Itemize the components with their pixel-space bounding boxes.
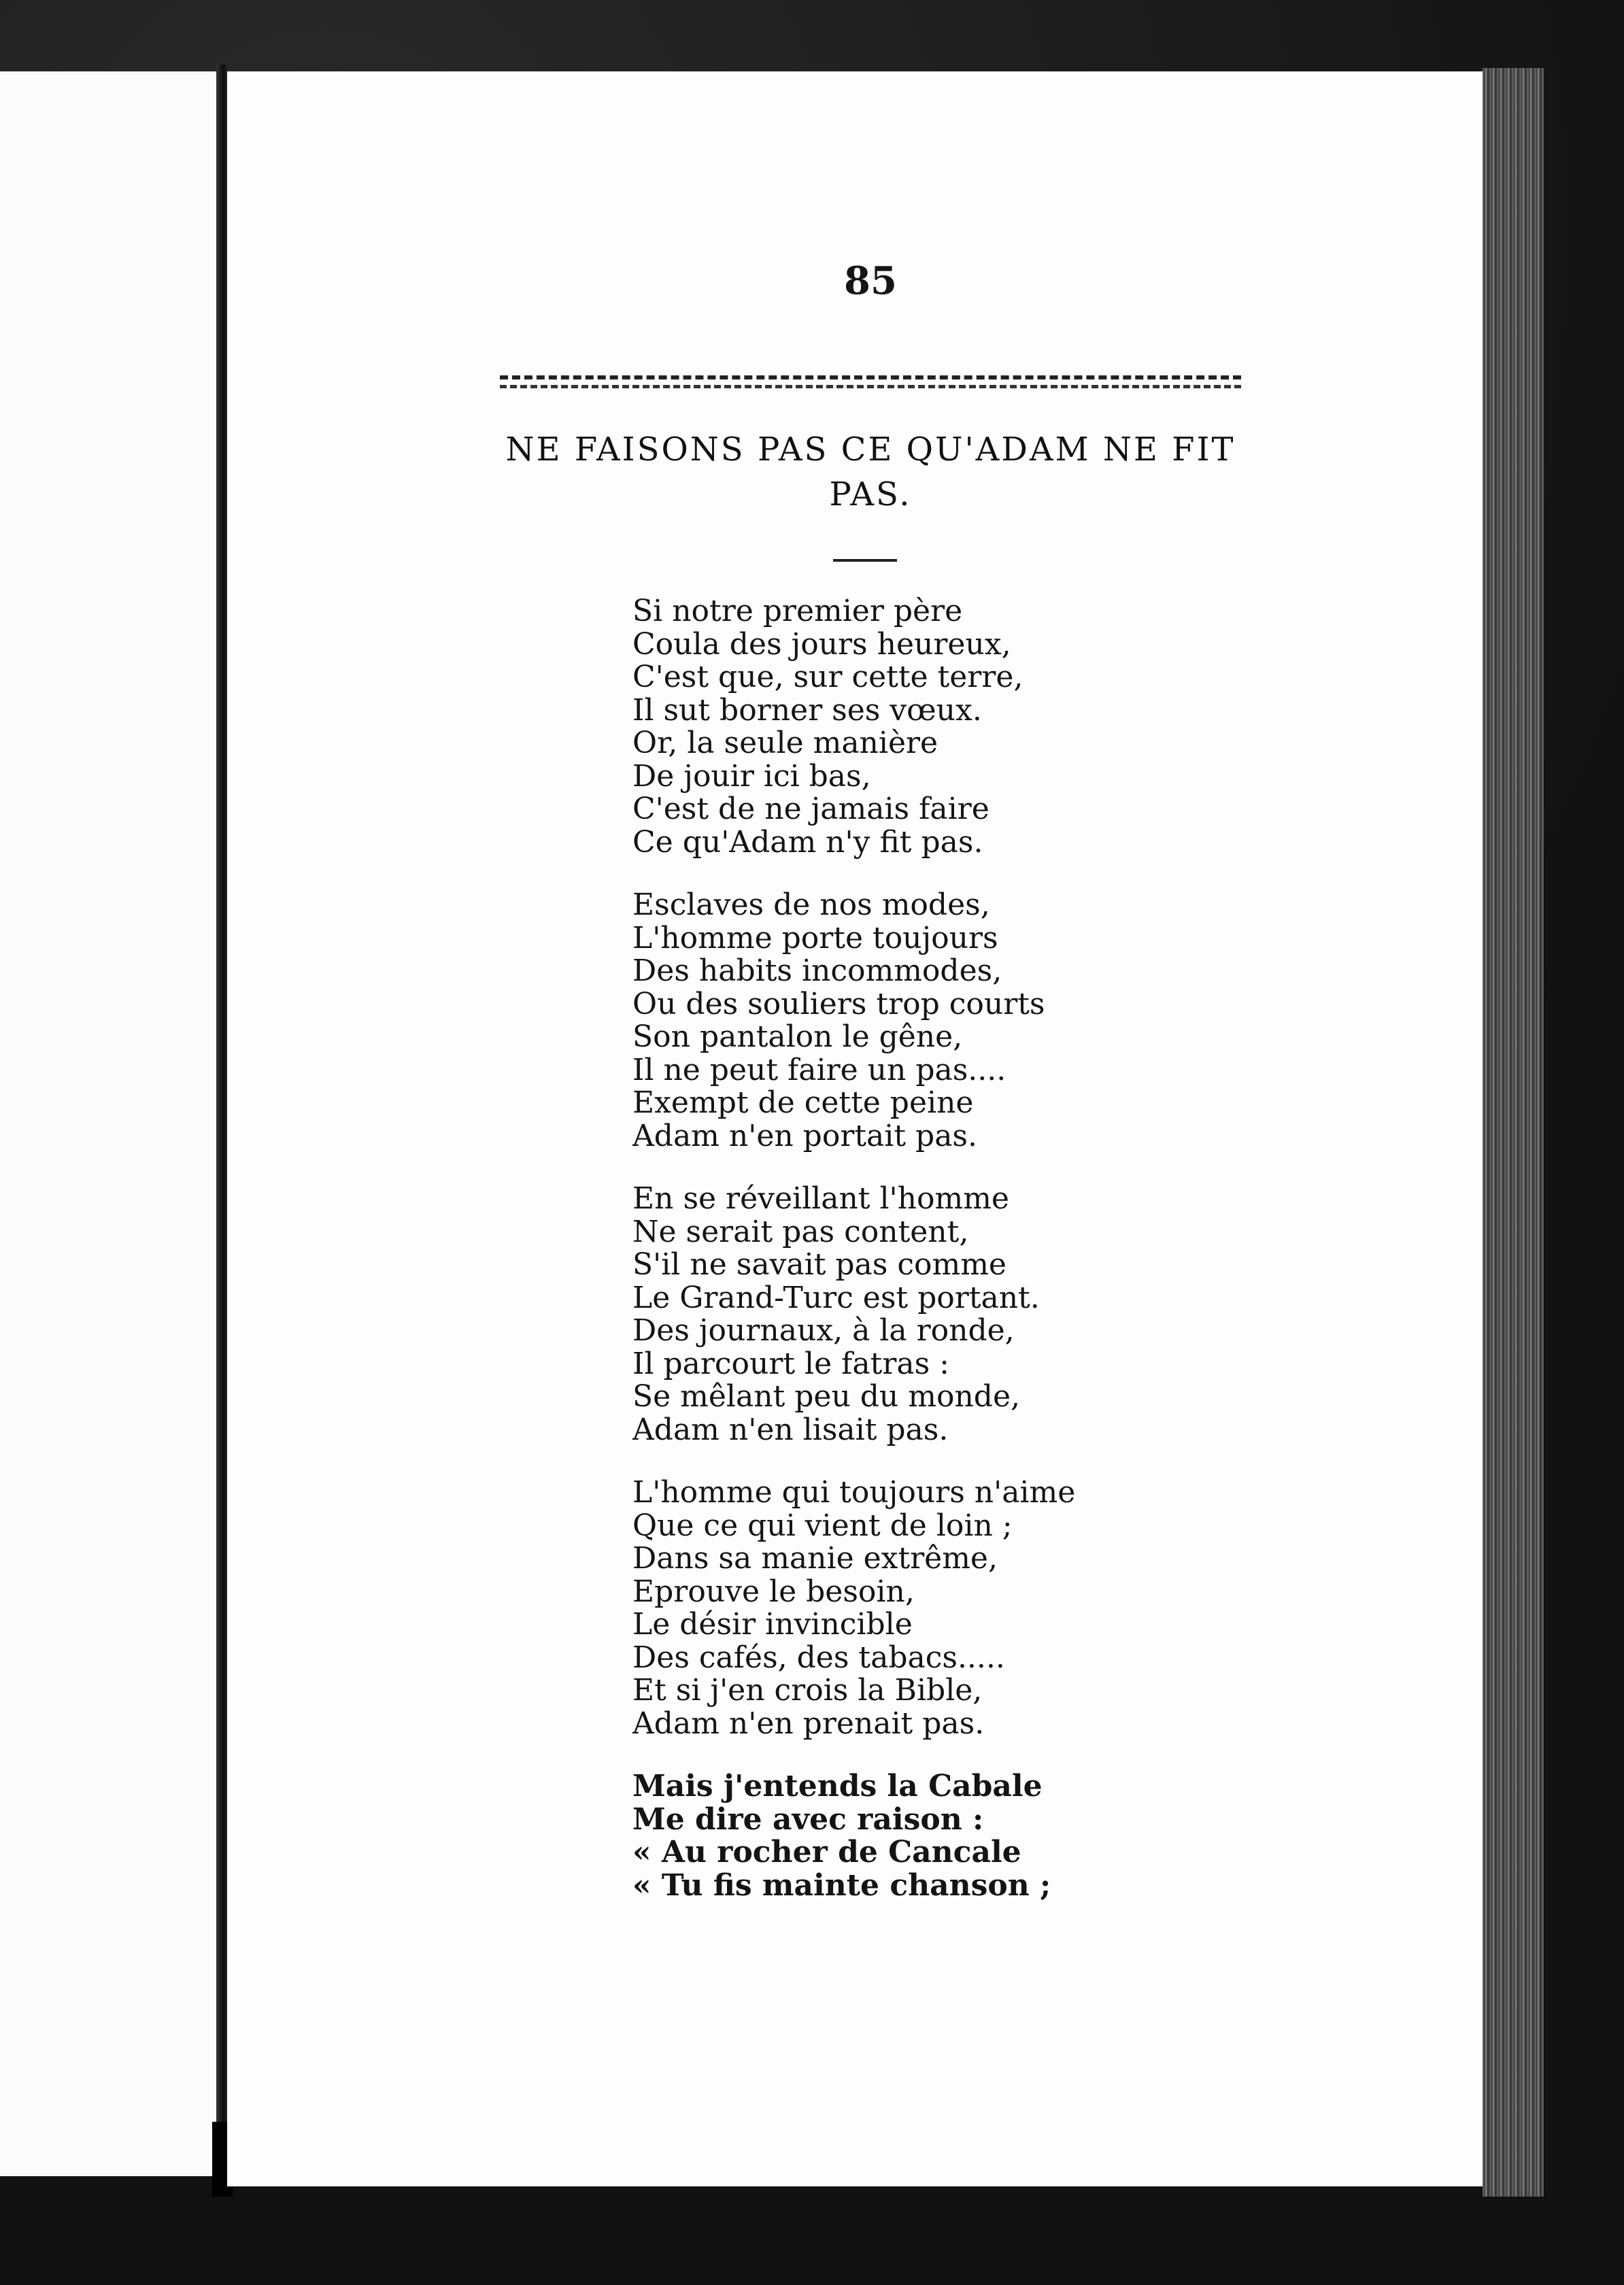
- poem-line: Le désir invincible: [632, 1607, 913, 1642]
- poem-line: Des cafés, des tabacs.....: [632, 1640, 1005, 1675]
- poem-line: Et si j'en crois la Bible,: [632, 1673, 983, 1708]
- poem-line: Ne serait pas content,: [632, 1214, 969, 1249]
- poem-line: Exempt de cette peine: [632, 1085, 974, 1120]
- page-edges: [1483, 68, 1544, 2197]
- poem-line: Il parcourt le fatras :: [632, 1346, 949, 1381]
- poem-line: C'est de ne jamais faire: [632, 792, 989, 826]
- stanza: [632, 1476, 1449, 1740]
- poem-line: De jouir ici bas,: [632, 758, 871, 794]
- poem-line: Mais j'entends la Cabale: [632, 1769, 1043, 1804]
- poem-line: Eprouve le besoin,: [632, 1574, 915, 1609]
- poem-line: L'homme qui toujours n'aime: [632, 1475, 1076, 1510]
- ornamental-rule: [500, 375, 1241, 384]
- poem-line: Adam n'en portait pas.: [632, 1118, 977, 1153]
- poem-line: Si notre premier père: [632, 594, 963, 628]
- stanza: [632, 1183, 1449, 1446]
- poem-line: Adam n'en lisait pas.: [632, 1412, 949, 1447]
- stanza: [632, 889, 1449, 1153]
- poem-line: « Tu fis mainte chanson ;: [632, 1867, 1051, 1903]
- poem-title: NE FAISONS PAS CE QU'ADAM NE FIT PAS.: [505, 430, 1236, 513]
- stanza: [632, 595, 1449, 859]
- poem-line: Il sut borner ses vœux.: [632, 692, 982, 728]
- poem-line: S'il ne savait pas comme: [632, 1247, 1006, 1282]
- poem-line: Esclaves de nos modes,: [632, 887, 990, 922]
- stanza: [632, 1770, 1449, 1902]
- page-number: 85: [844, 258, 897, 303]
- poem-line: « Au rocher de Cancale: [632, 1835, 1021, 1869]
- poem-line: L'homme porte toujours: [632, 920, 998, 955]
- poem-line: Des habits incommodes,: [632, 953, 1002, 988]
- poem-line: En se réveillant l'homme: [632, 1181, 1009, 1216]
- poem-line: Adam n'en prenait pas.: [632, 1706, 985, 1741]
- poem-line: Il ne peut faire un pas....: [632, 1052, 1006, 1087]
- poem-line: Dans sa manie extrême,: [632, 1541, 998, 1576]
- poem-line: Son pantalon le gêne,: [632, 1019, 963, 1054]
- poem-line: C'est que, sur cette terre,: [632, 660, 1024, 694]
- ornamental-rule-second: [500, 385, 1241, 392]
- poem-line: Ou des souliers trop courts: [632, 986, 1045, 1021]
- poem-line: Coula des jours heureux,: [632, 626, 1011, 662]
- previous-page: [0, 71, 222, 2176]
- poem-line: Se mêlant peu du monde,: [632, 1379, 1021, 1414]
- poem-line: Me dire avec raison :: [632, 1801, 984, 1837]
- poem-line: Or, la seule manière: [632, 726, 938, 760]
- title-divider: [833, 559, 897, 562]
- poem-line: Que ce qui vient de loin ;: [632, 1508, 1013, 1543]
- poem-line: Ce qu'Adam n'y fit pas.: [632, 824, 983, 860]
- poem-line: Le Grand-Turc est portant.: [632, 1280, 1040, 1315]
- poem-body: [632, 595, 1449, 1932]
- poem-line: Des journaux, à la ronde,: [632, 1313, 1015, 1348]
